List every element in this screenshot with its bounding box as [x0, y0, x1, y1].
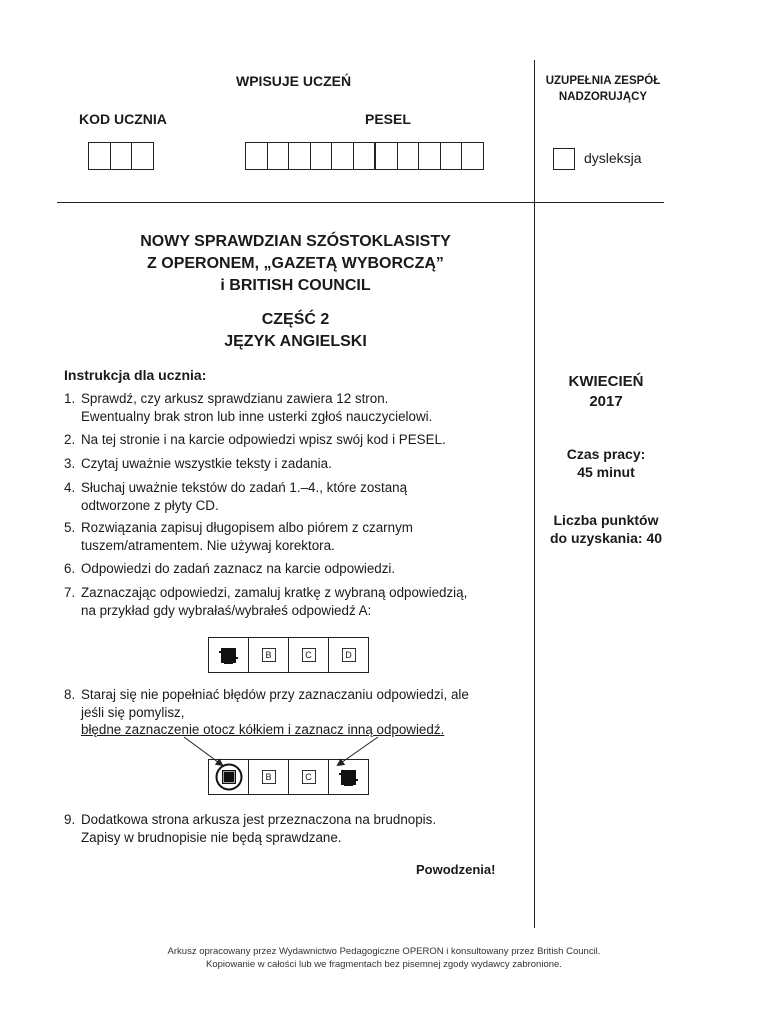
header-divider [57, 202, 664, 203]
answer-letter: C [302, 770, 316, 784]
answer-cell-a-circled [208, 759, 248, 795]
footer-line1: Arkusz opracowany przez Wydawnictwo Pedagogiczne OPERON i konsultowany przez British Council. [167, 946, 601, 957]
exam-title [57, 231, 534, 297]
item-text: Dodatkowa strona arkusza jest przeznaczona na brudnopis. [81, 812, 437, 827]
list-item [64, 584, 524, 619]
duration-label: Czas pracy: [566, 446, 646, 462]
pesel-boxes[interactable] [245, 142, 484, 170]
exam-title-line3: i BRITISH COUNCIL [220, 277, 371, 294]
filled-box-icon [219, 646, 238, 665]
list-item [64, 390, 524, 425]
item-text: odtworzone z płyty CD. [81, 497, 219, 513]
item-number: 1. [64, 391, 76, 406]
answer-letter: B [262, 770, 276, 784]
item-number: 8. [64, 687, 76, 702]
instructions-heading: Instrukcja dla ucznia: [64, 367, 207, 383]
duration-value: 45 minut [577, 464, 635, 480]
dyslexia-checkbox[interactable] [553, 148, 575, 170]
item-text: Czytaj uważnie wszystkie teksty i zadania. [81, 456, 332, 471]
item-number: 9. [64, 812, 76, 827]
item-number: 6. [64, 561, 76, 576]
answer-cell-a [208, 637, 248, 673]
item-text: Staraj się nie popełniać błędów przy zaznaczaniu odpowiedzi, ale [81, 687, 469, 702]
good-luck-text: Powodzenia! [416, 862, 496, 877]
exam-duration [535, 445, 677, 481]
list-item [64, 686, 524, 739]
list-item [64, 479, 524, 514]
student-code-boxes[interactable] [88, 142, 154, 170]
item-number: 5. [64, 520, 76, 535]
pesel-box[interactable] [418, 142, 440, 170]
publisher-footer [0, 945, 768, 971]
item-text: Słuchaj uważnie tekstów do zadań 1.–4., które zostaną [81, 480, 408, 495]
circled-filled-box-icon [215, 763, 243, 791]
pesel-box[interactable] [374, 142, 397, 170]
pesel-box[interactable] [440, 142, 462, 170]
exam-part [57, 309, 534, 353]
student-code-label: KOD UCZNIA [79, 111, 167, 127]
exam-subject: JĘZYK ANGIELSKI [224, 333, 367, 350]
answer-example-correct [208, 637, 369, 673]
pesel-box[interactable] [267, 142, 289, 170]
list-item [64, 560, 524, 578]
list-item [64, 519, 524, 554]
item-number: 2. [64, 432, 76, 447]
supervising-team-label-line1: UZUPEŁNIA ZESPÓŁ [545, 75, 661, 87]
item-text: jeśli się pomylisz, [81, 704, 185, 720]
exam-title-line2: Z OPERONEM, „GAZETĄ WYBORCZĄ” [147, 255, 444, 272]
answer-letter: C [302, 648, 316, 662]
pesel-box[interactable] [331, 142, 353, 170]
answer-letter: D [342, 648, 356, 662]
item-text: na przykład gdy wybrałaś/wybrałeś odpowiedź A: [81, 602, 372, 618]
answer-cell-b [248, 759, 288, 795]
answer-cell-b [248, 637, 288, 673]
item-number: 4. [64, 480, 76, 495]
item-text: Na tej stronie i na karcie odpowiedzi wpisz swój kod i PESEL. [81, 432, 446, 447]
item-text: Sprawdź, czy arkusz sprawdzianu zawiera 12 stron. [81, 391, 389, 406]
answer-cell-c [288, 637, 328, 673]
pesel-box[interactable] [310, 142, 332, 170]
code-box[interactable] [131, 142, 154, 170]
item-number: 3. [64, 456, 76, 471]
exam-part-number: CZĘŚĆ 2 [261, 311, 330, 328]
item-text-underlined: błędne zaznaczenie otocz kółkiem i zaznacz inną odpowiedź. [81, 722, 445, 737]
item-number: 7. [64, 585, 76, 600]
dyslexia-label: dysleksja [584, 150, 642, 166]
exam-month: KWIECIEŃ [568, 373, 644, 390]
exam-year: 2017 [589, 393, 623, 410]
pesel-box[interactable] [245, 142, 267, 170]
supervising-team-label [540, 73, 666, 105]
footer-line2: Kopiowanie w całości lub we fragmentach bez pisemnej zgody wydawcy zabronione. [206, 959, 562, 970]
list-item [64, 455, 524, 473]
item-text: Ewentualny brak stron lub inne usterki zgłoś nauczycielowi. [81, 408, 433, 424]
answer-example-corrected [208, 759, 369, 795]
exam-title-line1: NOWY SPRAWDZIAN SZÓSTOKLASISTY [140, 233, 451, 250]
filled-box-icon [339, 768, 358, 787]
pesel-box[interactable] [397, 142, 419, 170]
exam-points [535, 511, 677, 547]
supervising-team-label-line2: NADZORUJĄCY [558, 91, 648, 103]
code-box[interactable] [88, 142, 110, 170]
item-text: Rozwiązania zapisuj długopisem albo piórem z czarnym [81, 520, 413, 535]
answer-cell-d [328, 759, 369, 795]
points-label: Liczba punktów [553, 512, 659, 528]
pesel-box[interactable] [288, 142, 310, 170]
item-text: Zaznaczając odpowiedzi, zamaluj kratkę z wybraną odpowiedzią, [81, 585, 468, 600]
item-text: Odpowiedzi do zadań zaznacz na karcie odpowiedzi. [81, 561, 396, 576]
answer-cell-c [288, 759, 328, 795]
list-item [64, 431, 524, 449]
item-text: Zapisy w brudnopisie nie będą sprawdzane. [81, 829, 342, 845]
answer-letter: B [262, 648, 276, 662]
column-divider [534, 60, 535, 928]
points-value: do uzyskania: 40 [549, 530, 663, 546]
pesel-box[interactable] [353, 142, 375, 170]
exam-date [535, 372, 677, 412]
pesel-label: PESEL [365, 111, 411, 127]
student-section-label: WPISUJE UCZEŃ [236, 73, 352, 89]
item-text: tuszem/atramentem. Nie używaj korektora. [81, 537, 335, 553]
answer-cell-d [328, 637, 369, 673]
list-item [64, 811, 524, 846]
pesel-box[interactable] [461, 142, 484, 170]
code-box[interactable] [110, 142, 132, 170]
